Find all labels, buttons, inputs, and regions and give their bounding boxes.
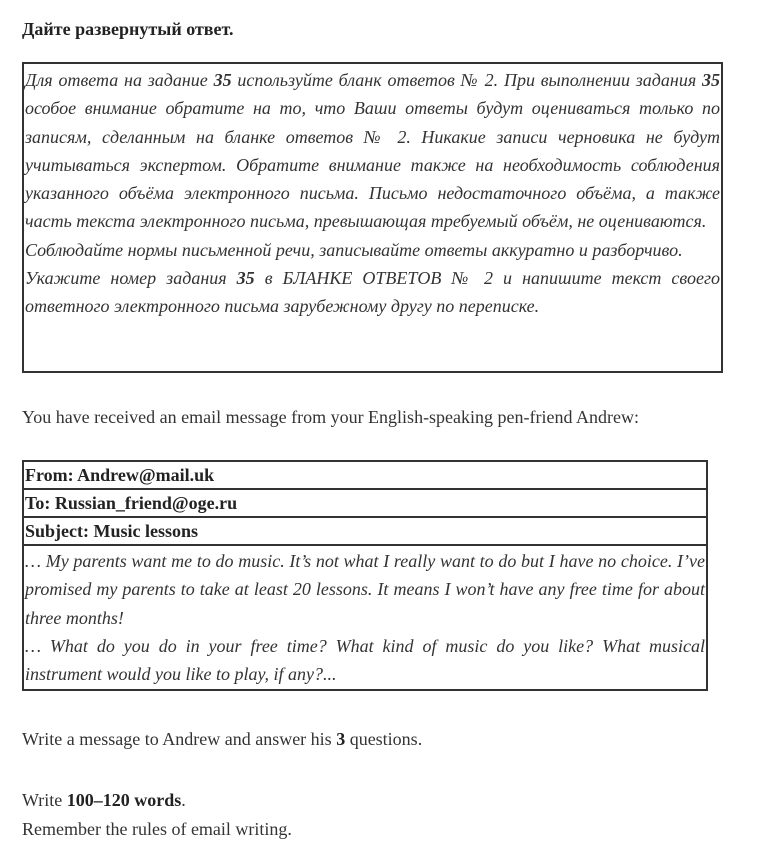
email-to-row [23,489,707,517]
email-to: To: Russian_friend@oge.ru [23,489,707,517]
instructions-box [22,62,723,373]
email-table [22,460,708,691]
instructions-text: Для ответа на задание [25,70,214,90]
email-rules-reminder: Remember the rules of email writing. [22,818,292,839]
task-text: questions. [345,729,423,749]
email-from: From: Andrew@mail.uk [23,461,707,489]
word-count-requirement [22,786,292,843]
email-body-paragraph-2: … What do you do in your free time? What kind of music do you like? What musical instrument would you like to play, if any?... [25,635,705,685]
email-from-row [23,461,707,489]
instructions-paragraph-1 [25,66,720,236]
task-number: 35 [702,70,720,90]
email-body [23,545,707,690]
instructions-text: используйте бланк ответов № 2. При выполнении задания [231,70,702,90]
task-number: 35 [236,268,255,289]
task-statement [22,729,422,750]
question-count: 3 [336,729,346,749]
email-body-paragraph-1: … My parents want me to do music. It’s not what I really want to do but I have no choice. I’ve promised my parents to take at least 20 lessons. It means I won’t have any free time for about three months! [25,551,705,628]
email-intro: You have received an email message from your English-speaking pen-friend Andrew: [22,407,639,427]
task-text: Write a message to Andrew and answer his [22,729,337,749]
email-subject-row [23,517,707,545]
word-count-line [22,786,292,815]
word-range: 100–120 words [66,790,182,810]
write-text: . [181,790,186,810]
email-subject: Subject: Music lessons [23,517,707,545]
instructions-text: Укажите номер задания [25,268,237,289]
email-body-row [23,545,707,690]
write-text: Write [22,790,67,810]
task-number: 35 [213,70,232,90]
instructions-paragraph-2: Соблюдайте нормы письменной речи, записывайте ответы аккуратно и разборчиво. [25,239,683,260]
instructions-text: особое внимание обратите на то, что Ваши ответы будут оцениваться только по записям, сделанным на бланке ответов № 2. Никакие записи черновика не будут учитываться экспертом. Обратите внимание также на необходимость соблюдения указанного объёма электронного письма. Письмо недостаточного объёма, а также часть текста электронного письма, превышающая требуемый объём, не оцениваются. [25,98,720,232]
task-heading: Дайте развернутый ответ. [22,19,234,39]
instructions-text: в БЛАНКЕ ОТВЕТОВ № 2 и напишите текст своего ответного электронного письма зарубежному другу по переписке. [25,268,720,317]
instructions-paragraph-3 [25,264,720,321]
